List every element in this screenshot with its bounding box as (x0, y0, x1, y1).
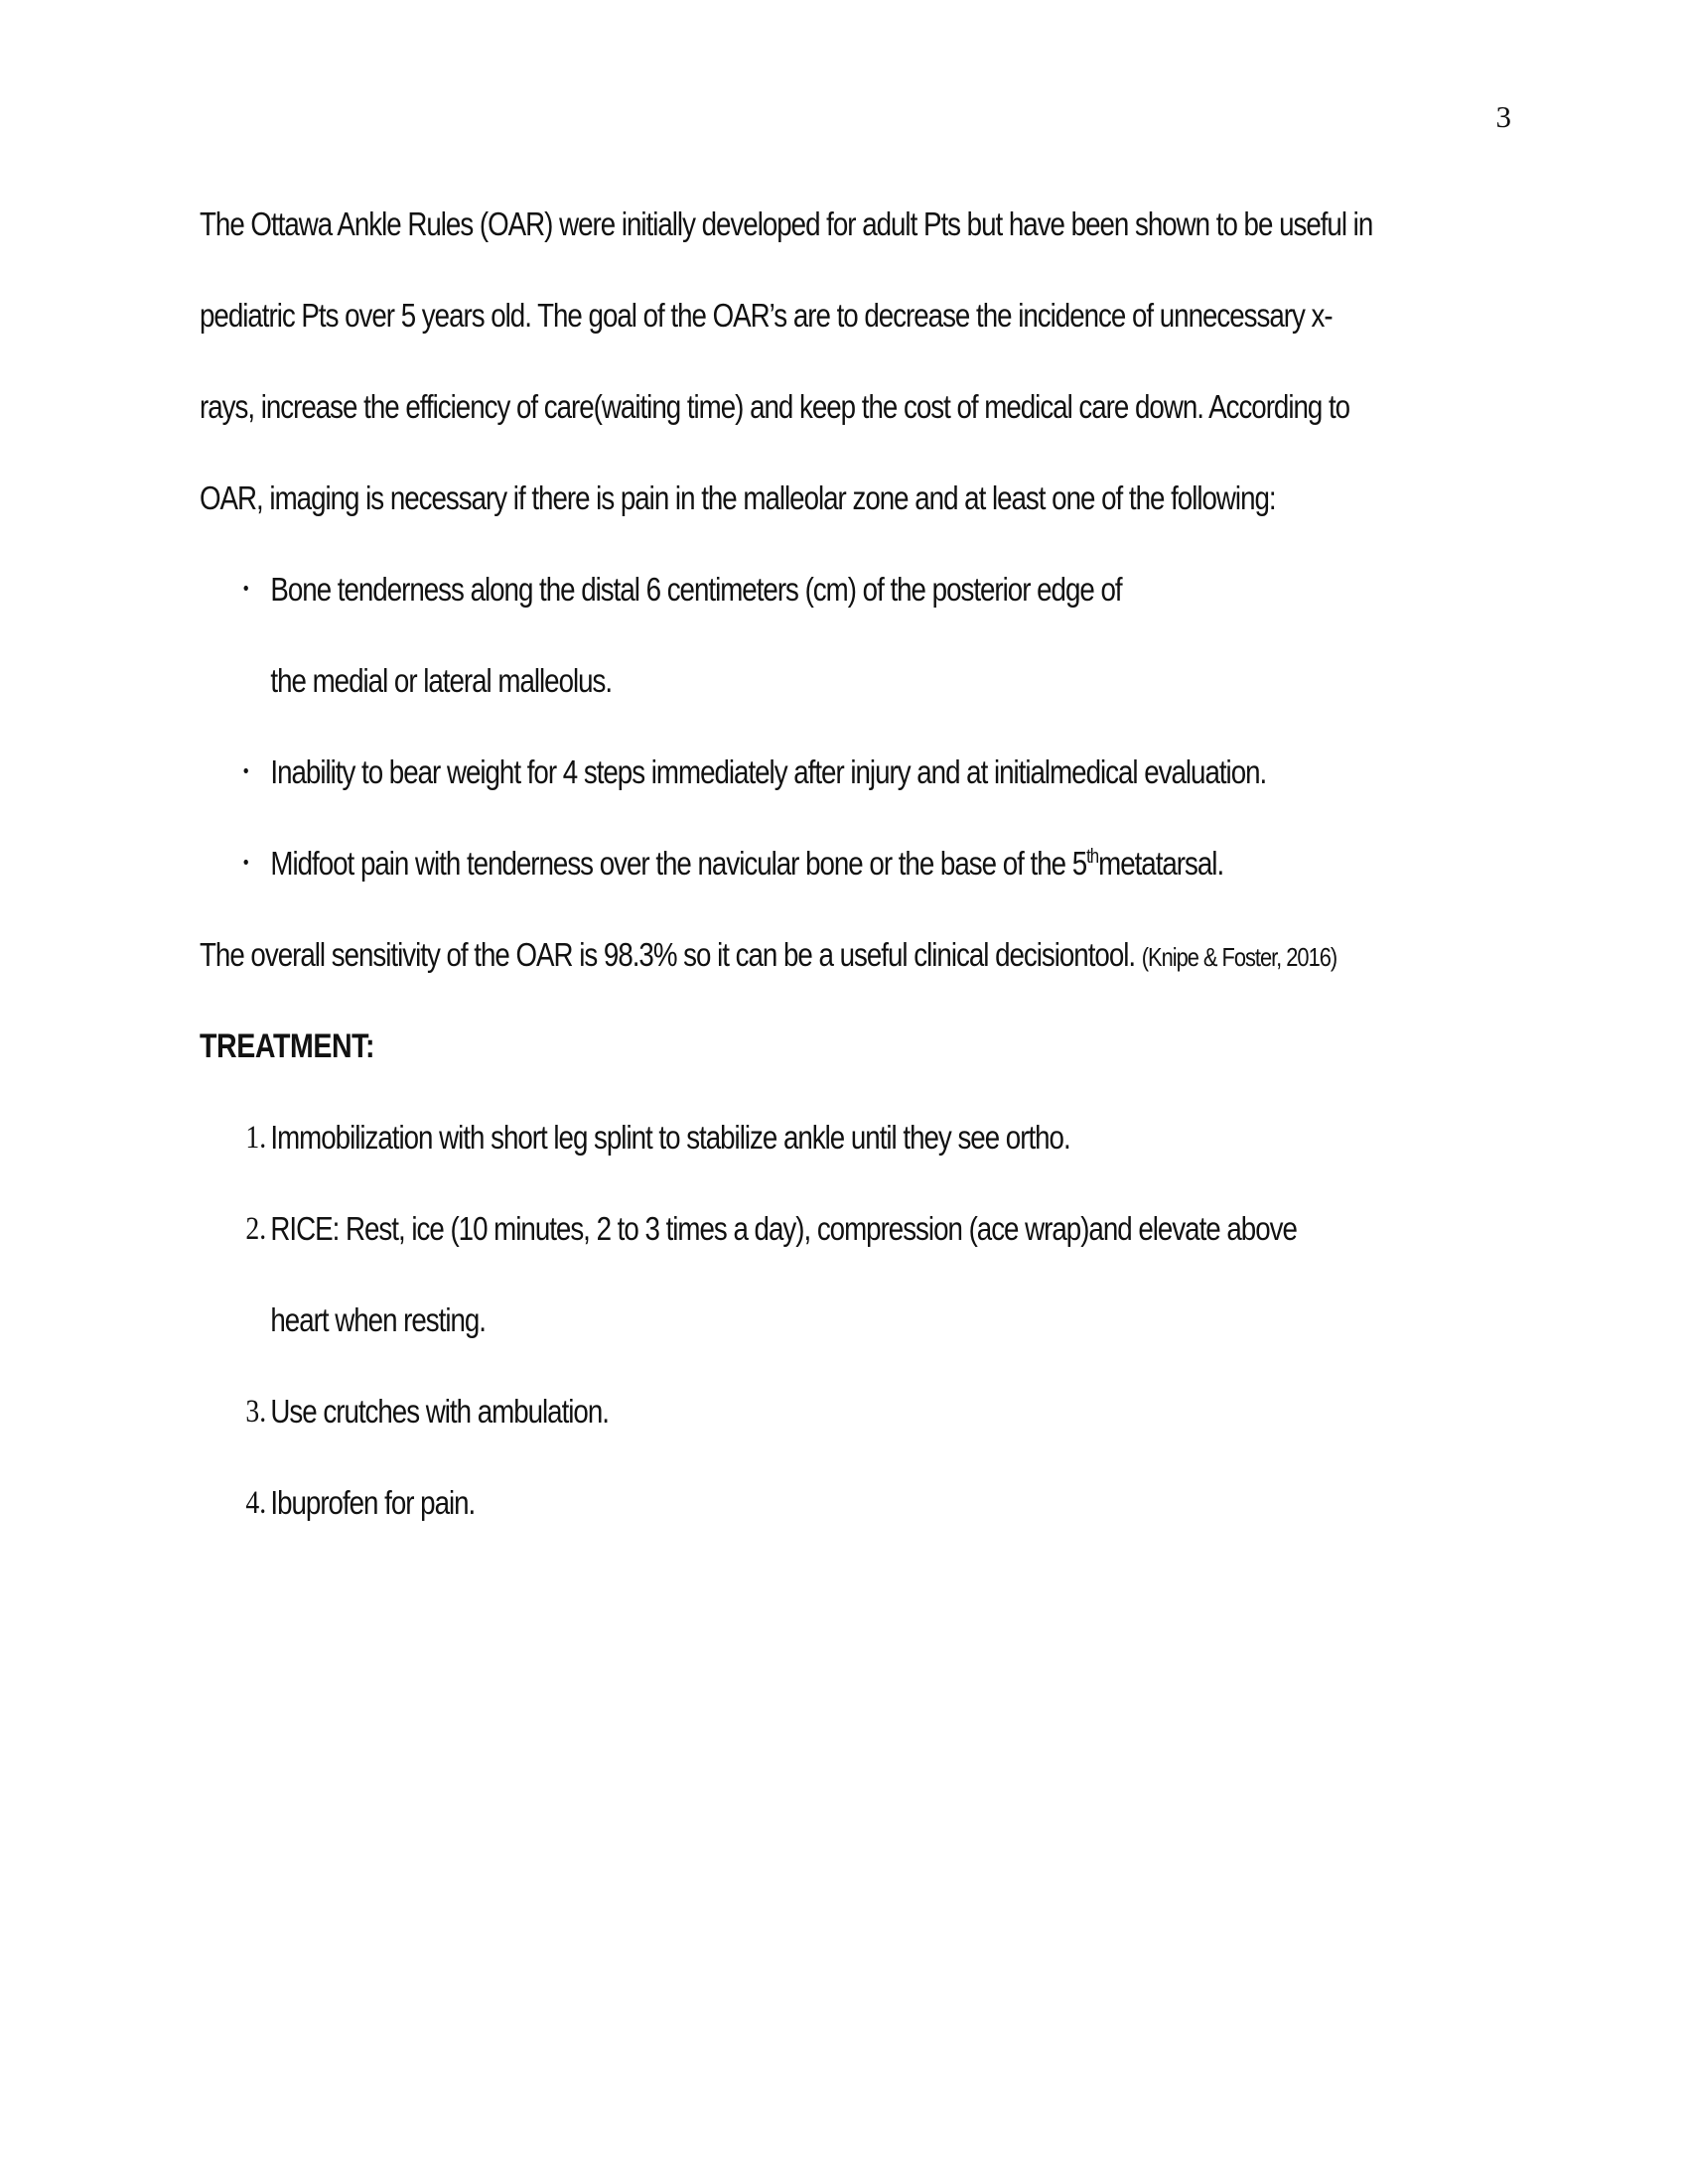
bullet-item-3-after: metatarsal. (1098, 845, 1224, 882)
ordinal-superscript: th (1086, 846, 1099, 868)
summary-text: The overall sensitivity of the OAR is 98.3% so it can be a useful clinical decisiontool. (200, 936, 1142, 973)
bullet-marker: • (241, 579, 250, 600)
treatment-heading: TREATMENT: (200, 1027, 375, 1065)
page-number: 3 (1495, 99, 1511, 134)
treatment-item-4 (200, 1473, 1284, 1565)
treatment-item-2-text: RICE: Rest, ice (10 minutes, 2 to 3 times a day), compression (ace wrap)and elevate above (270, 1210, 1297, 1247)
treatment-item-4-text: Ibuprofen for pain. (270, 1484, 476, 1521)
bullet-item-1-line-2: the medial or lateral malleolus. (270, 662, 613, 699)
intro-line-4: OAR, imaging is necessary if there is pain in the malleolar zone and at least one of the following: (200, 479, 1276, 516)
treatment-item-1 (200, 1108, 1284, 1199)
treatment-item-3-text: Use crutches with ambulation. (270, 1393, 609, 1430)
bullet-item-3-before: Midfoot pain with tenderness over the navicular bone or the base of the 5 (270, 845, 1087, 882)
treatment-item-1-text: Immobilization with short leg splint to stabilize ankle until they see ortho. (270, 1119, 1070, 1156)
bullet-item-1-continuation (200, 651, 1284, 743)
treatment-item-2 (200, 1199, 1297, 1291)
intro-line-2: pediatric Pts over 5 years old. The goal of the OAR’s are to decrease the incidence of unnecessary x- (200, 297, 1333, 334)
bullet-item-2 (200, 743, 1284, 834)
bullet-item-3-text (270, 834, 1284, 893)
treatment-item-3 (200, 1382, 1284, 1473)
citation: (Knipe & Foster, 2016) (1141, 942, 1337, 972)
intro-line-3: rays, increase the efficiency of care(waiting time) and keep the cost of medical care down. According to (200, 388, 1350, 425)
list-number: 3. (245, 1394, 267, 1430)
bullet-item-2-text: Inability to bear weight for 4 steps immediately after injury and at initialmedical evaluation. (270, 753, 1267, 790)
treatment-item-2-line-2: heart when resting. (270, 1301, 487, 1338)
bullet-marker: • (241, 853, 250, 874)
treatment-item-2-continuation (200, 1291, 1284, 1382)
list-number: 4. (245, 1485, 267, 1521)
document-body (200, 195, 1373, 1565)
list-number: 1. (245, 1120, 267, 1156)
intro-line-1: The Ottawa Ankle Rules (OAR) were initially developed for adult Pts but have been shown to be useful in (200, 205, 1373, 242)
bullet-item-3 (200, 834, 1284, 925)
bullet-marker: • (241, 761, 250, 782)
bullet-item-1-text: Bone tenderness along the distal 6 centimeters (cm) of the posterior edge of (270, 571, 1122, 608)
summary-line (200, 925, 1337, 1017)
list-number: 2. (245, 1211, 267, 1247)
bullet-item-1 (200, 560, 1284, 651)
